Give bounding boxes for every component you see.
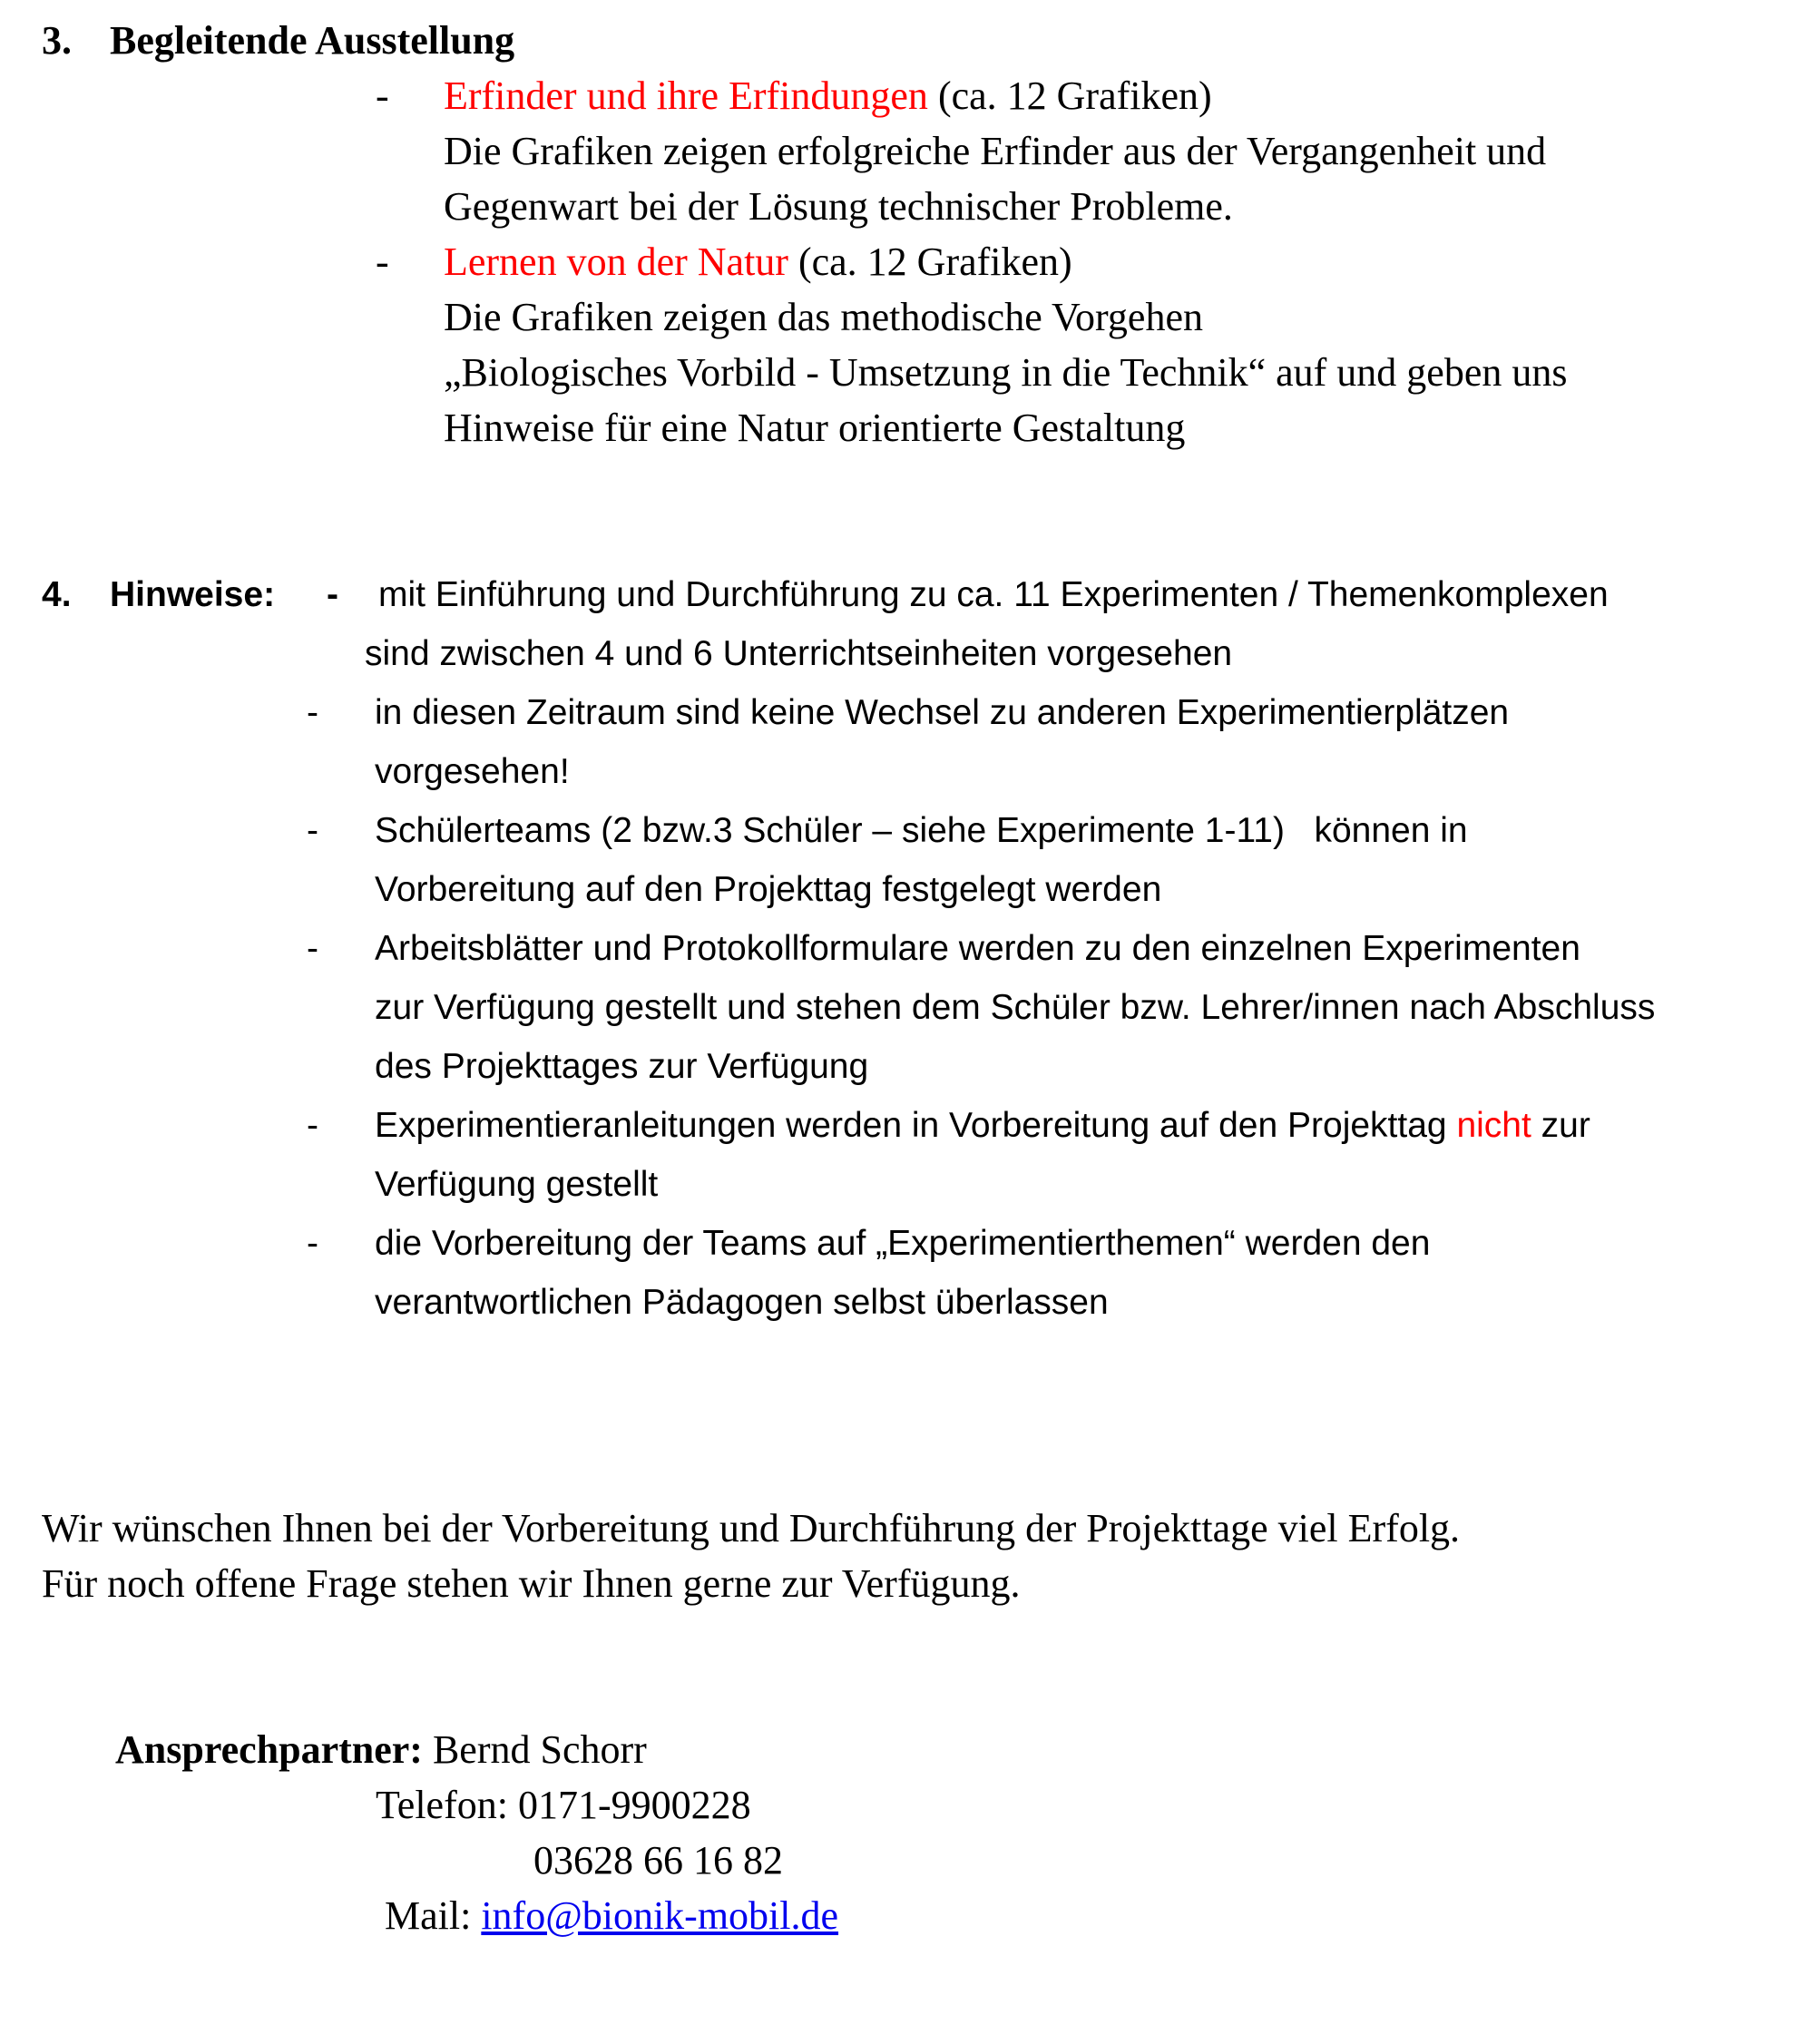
mail-link[interactable]: info@bionik-mobil.de (481, 1893, 839, 1938)
phone-number: 0171-9900228 (517, 1783, 751, 1827)
section-4-number: 4. (42, 575, 72, 614)
hint-line: zur Verfügung gestellt und stehen dem Schüler bzw. Lehrer/innen nach Abschluss (375, 988, 1656, 1027)
exhibit-item-inventors (444, 68, 1212, 123)
section-3-title: Begleitende Ausstellung (110, 18, 515, 63)
phone-label: Telefon: (376, 1783, 518, 1827)
section-4-title: Hinweise: (110, 575, 276, 614)
hint-text: Experimentieranleitungen werden in Vorbereitung auf den Projekttag (375, 1106, 1457, 1145)
bullet-dash: - (327, 575, 338, 614)
hint-line: Vorbereitung auf den Projekttag festgelegt werden (375, 870, 1162, 909)
closing-line: Für noch offene Frage stehen wir Ihnen gerne zur Verfügung. (42, 1561, 1021, 1606)
mail-label: Mail: (385, 1893, 482, 1938)
exhibit-description-line: Die Grafiken zeigen erfolgreiche Erfinder aus der Vergangenheit und (444, 129, 1547, 173)
hint-emphasis: nicht (1456, 1106, 1531, 1145)
exhibit-item-nature (444, 234, 1072, 289)
hint-line: verantwortlichen Pädagogen selbst überlassen (375, 1283, 1109, 1322)
hint-line (375, 1096, 1590, 1155)
hint-line: des Projekttages zur Verfügung (375, 1047, 869, 1086)
contact-phone (376, 1777, 751, 1833)
contact-person (115, 1722, 647, 1777)
hint-line: Verfügung gestellt (375, 1165, 659, 1204)
contact-mail (385, 1888, 838, 1943)
hint-line: die Vorbereitung der Teams auf „Experimentierthemen“ werden den (375, 1224, 1431, 1263)
contact-label: Ansprechpartner: (115, 1727, 423, 1772)
hint-line: sind zwischen 4 und 6 Unterrichtseinheiten vorgesehen (365, 634, 1233, 673)
bullet-dash: - (307, 929, 318, 968)
exhibit-item-count: (ca. 12 Grafiken) (927, 73, 1212, 118)
section-3-number: 3. (42, 18, 72, 63)
exhibit-description-line: Gegenwart bei der Lösung technischer Probleme. (444, 184, 1233, 229)
exhibit-description-line: „Biologisches Vorbild - Umsetzung in die Technik“ auf und geben uns (444, 350, 1568, 395)
bullet-dash: - (376, 240, 389, 284)
hint-text: zur (1531, 1106, 1590, 1145)
hint-line: Arbeitsblätter und Protokollformulare werden zu den einzelnen Experimenten (375, 929, 1580, 968)
hint-line: mit Einführung und Durchführung zu ca. 11 Experimenten / Themenkomplexen (378, 575, 1609, 614)
exhibit-item-title: Erfinder und ihre Erfindungen (444, 73, 928, 118)
exhibit-item-count: (ca. 12 Grafiken) (788, 240, 1072, 284)
exhibit-description-line: Hinweise für eine Natur orientierte Gestaltung (444, 406, 1186, 450)
bullet-dash: - (307, 811, 318, 850)
closing-line: Wir wünschen Ihnen bei der Vorbereitung und Durchführung der Projekttage viel Erfolg. (42, 1506, 1461, 1550)
bullet-dash: - (307, 1106, 318, 1145)
contact-name: Bernd Schorr (422, 1727, 647, 1772)
hint-line: in diesen Zeitraum sind keine Wechsel zu anderen Experimentierplätzen (375, 693, 1510, 732)
bullet-dash: - (307, 693, 318, 732)
exhibit-item-title: Lernen von der Natur (444, 240, 788, 284)
phone-number-2: 03628 66 16 82 (533, 1838, 783, 1883)
hint-line: vorgesehen! (375, 752, 570, 791)
exhibit-description-line: Die Grafiken zeigen das methodische Vorgehen (444, 295, 1203, 339)
hint-line: Schülerteams (2 bzw.3 Schüler – siehe Experimente 1-11) können in (375, 811, 1468, 850)
bullet-dash: - (376, 73, 389, 118)
bullet-dash: - (307, 1224, 318, 1263)
